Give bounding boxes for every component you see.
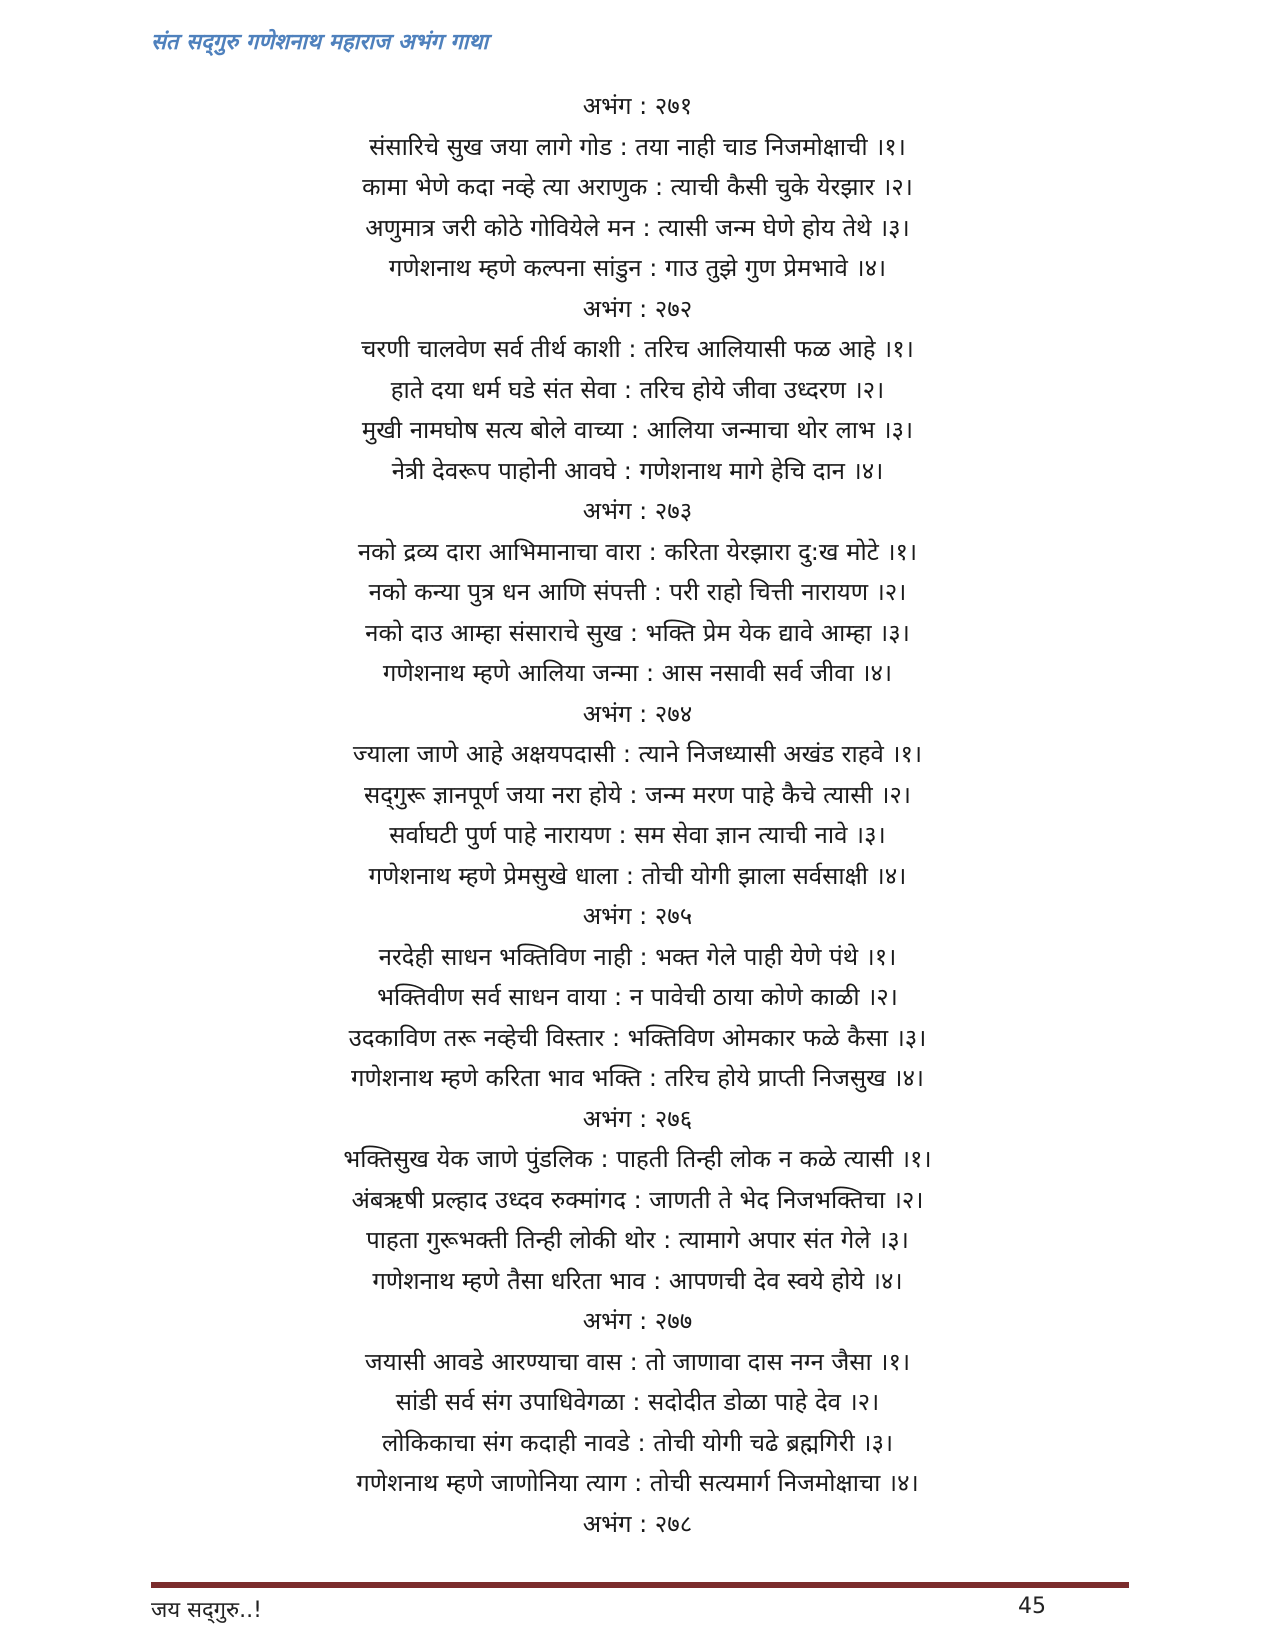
verse-line: सांडी सर्व संग उपाधिवेगळा : सदोदीत डोळा पाहे देव ।२। xyxy=(395,1388,880,1416)
verse-line: नको कन्या पुत्र धन आणि संपत्ती : परी राहो चित्ती नारायण ।२। xyxy=(368,578,907,606)
verse-line: नको द्रव्य दारा आभिमानाचा वारा : करिता येरझारा दु:ख मोटे ।१। xyxy=(357,537,918,566)
abhang-heading: अभंग : २७५ xyxy=(582,902,693,930)
abhang-heading: अभंग : २७२ xyxy=(582,294,693,323)
verse-line: नको दाउ आम्हा संसाराचे सुख : भक्ति प्रेम येक द्यावे आम्हा ।३। xyxy=(365,618,910,647)
verse-line: गणेशनाथ म्हणे करिता भाव भक्ति : तरिच होये प्राप्ती निजसुख ।४। xyxy=(350,1064,925,1092)
verse-line: मुखी नामघोष सत्य बोले वाच्या : आलिया जन्माचा थोर लाभ ।३। xyxy=(361,416,914,444)
verse-line: जयासी आवडे आरण्याचा वास : तो जाणावा दास नग्न जैसा ।१। xyxy=(364,1347,911,1376)
verse-line: चरणी चालवेण सर्व तीर्थ काशी : तरिच आलियासी फळ आहे ।१। xyxy=(361,335,914,363)
abhang-heading: अभंग : २७६ xyxy=(582,1104,693,1133)
verse-line: ज्याला जाणे आहे अक्षयपदासी : त्याने निजध्यासी अखंड राहवे ।१। xyxy=(352,740,923,768)
verse-line: संसारिचे सुख जया लागे गोड : तया नाही चाड निजमोक्षाची ।१। xyxy=(369,132,906,161)
verse-line: पाहता गुरूभक्ती तिन्ही लोकी थोर : त्यामागे अपार संत गेले ।३। xyxy=(366,1226,909,1254)
verse-line: अणुमात्र जरी कोठे गोवियेले मन : त्यासी जन्म घेणे होय तेथे ।३। xyxy=(365,213,910,242)
verse-line: गणेशनाथ म्हणे आलिया जन्मा : आस नसावी सर्व जीवा ।४। xyxy=(382,659,893,687)
abhang-heading: अभंग : २७७ xyxy=(582,1307,693,1335)
verse-line: गणेशनाथ म्हणे प्रेमसुखे धाला : तोची योगी झाला सर्वसाक्षी ।४। xyxy=(368,861,907,890)
verse-line: उदकाविण तरू नव्हेची विस्तार : भक्तिविण ओमकार फळे कैसा ।३। xyxy=(348,1023,927,1052)
verse-line: सर्वाघटी पुर्ण पाहे नारायण : सम सेवा ज्ञान त्याची नावे ।३। xyxy=(389,821,886,849)
page-number: 45 xyxy=(1018,1594,1046,1619)
document-header-title: संत सद्‌गुरु गणेशनाथ महाराज अभंग गाथा xyxy=(151,30,489,55)
verse-line: हाते दया धर्म घडे संत सेवा : तरिच होये जीवा उध्दरण ।२। xyxy=(390,375,885,404)
abhang-heading: अभंग : २७८ xyxy=(582,1509,693,1538)
abhang-heading: अभंग : २७४ xyxy=(582,699,693,728)
footer-text: जय सद्‌गुरु..! xyxy=(151,1598,262,1623)
verse-line: भक्तिसुख येक जाणे पुंडलिक : पाहती तिन्ही लोक न कळे त्यासी ।१। xyxy=(343,1145,932,1173)
verse-line: सद्‌गुरू ज्ञानपूर्ण जया नरा होये : जन्म मरण पाहे कैचे त्यासी ।२। xyxy=(364,780,911,809)
verse-line: कामा भेणे कदा नव्हे त्या अराणुक : त्याची कैसी चुके येरझार ।२। xyxy=(362,173,913,201)
verse-line: नरदेही साधन भक्तिविण नाही : भक्त गेले पाही येणे पंथे ।१। xyxy=(378,942,897,971)
verse-line: अंबऋषी प्रल्हाद उध्दव रुक्मांगद : जाणती ते भेद निजभक्तिचा ।२। xyxy=(351,1185,924,1214)
verse-line: नेत्री देवरूप पाहोनी आवघे : गणेशनाथ मागे हेचि दान ।४। xyxy=(391,456,884,485)
footer-divider xyxy=(151,1582,1129,1588)
verse-line: गणेशनाथ म्हणे कल्पना सांडुन : गाउ तुझे गुण प्रेमभावे ।४। xyxy=(388,254,887,282)
verse-line: गणेशनाथ म्हणे तैसा धरिता भाव : आपणची देव स्वये होये ।४। xyxy=(372,1266,903,1295)
abhang-heading: अभंग : २७३ xyxy=(582,497,693,525)
verse-line: भक्तिवीण सर्व साधन वाया : न पावेची ठाया कोणे काळी ।२। xyxy=(377,983,898,1011)
abhang-text-body xyxy=(170,86,1105,1544)
abhang-heading: अभंग : २७१ xyxy=(582,92,693,120)
verse-line: गणेशनाथ म्हणे जाणोनिया त्याग : तोची सत्यमार्ग निजमोक्षाचा ।४। xyxy=(356,1469,919,1497)
verse-line: लोकिकाचा संग कदाही नावडे : तोची योगी चढे ब्रह्मगिरी ।३। xyxy=(381,1428,894,1457)
